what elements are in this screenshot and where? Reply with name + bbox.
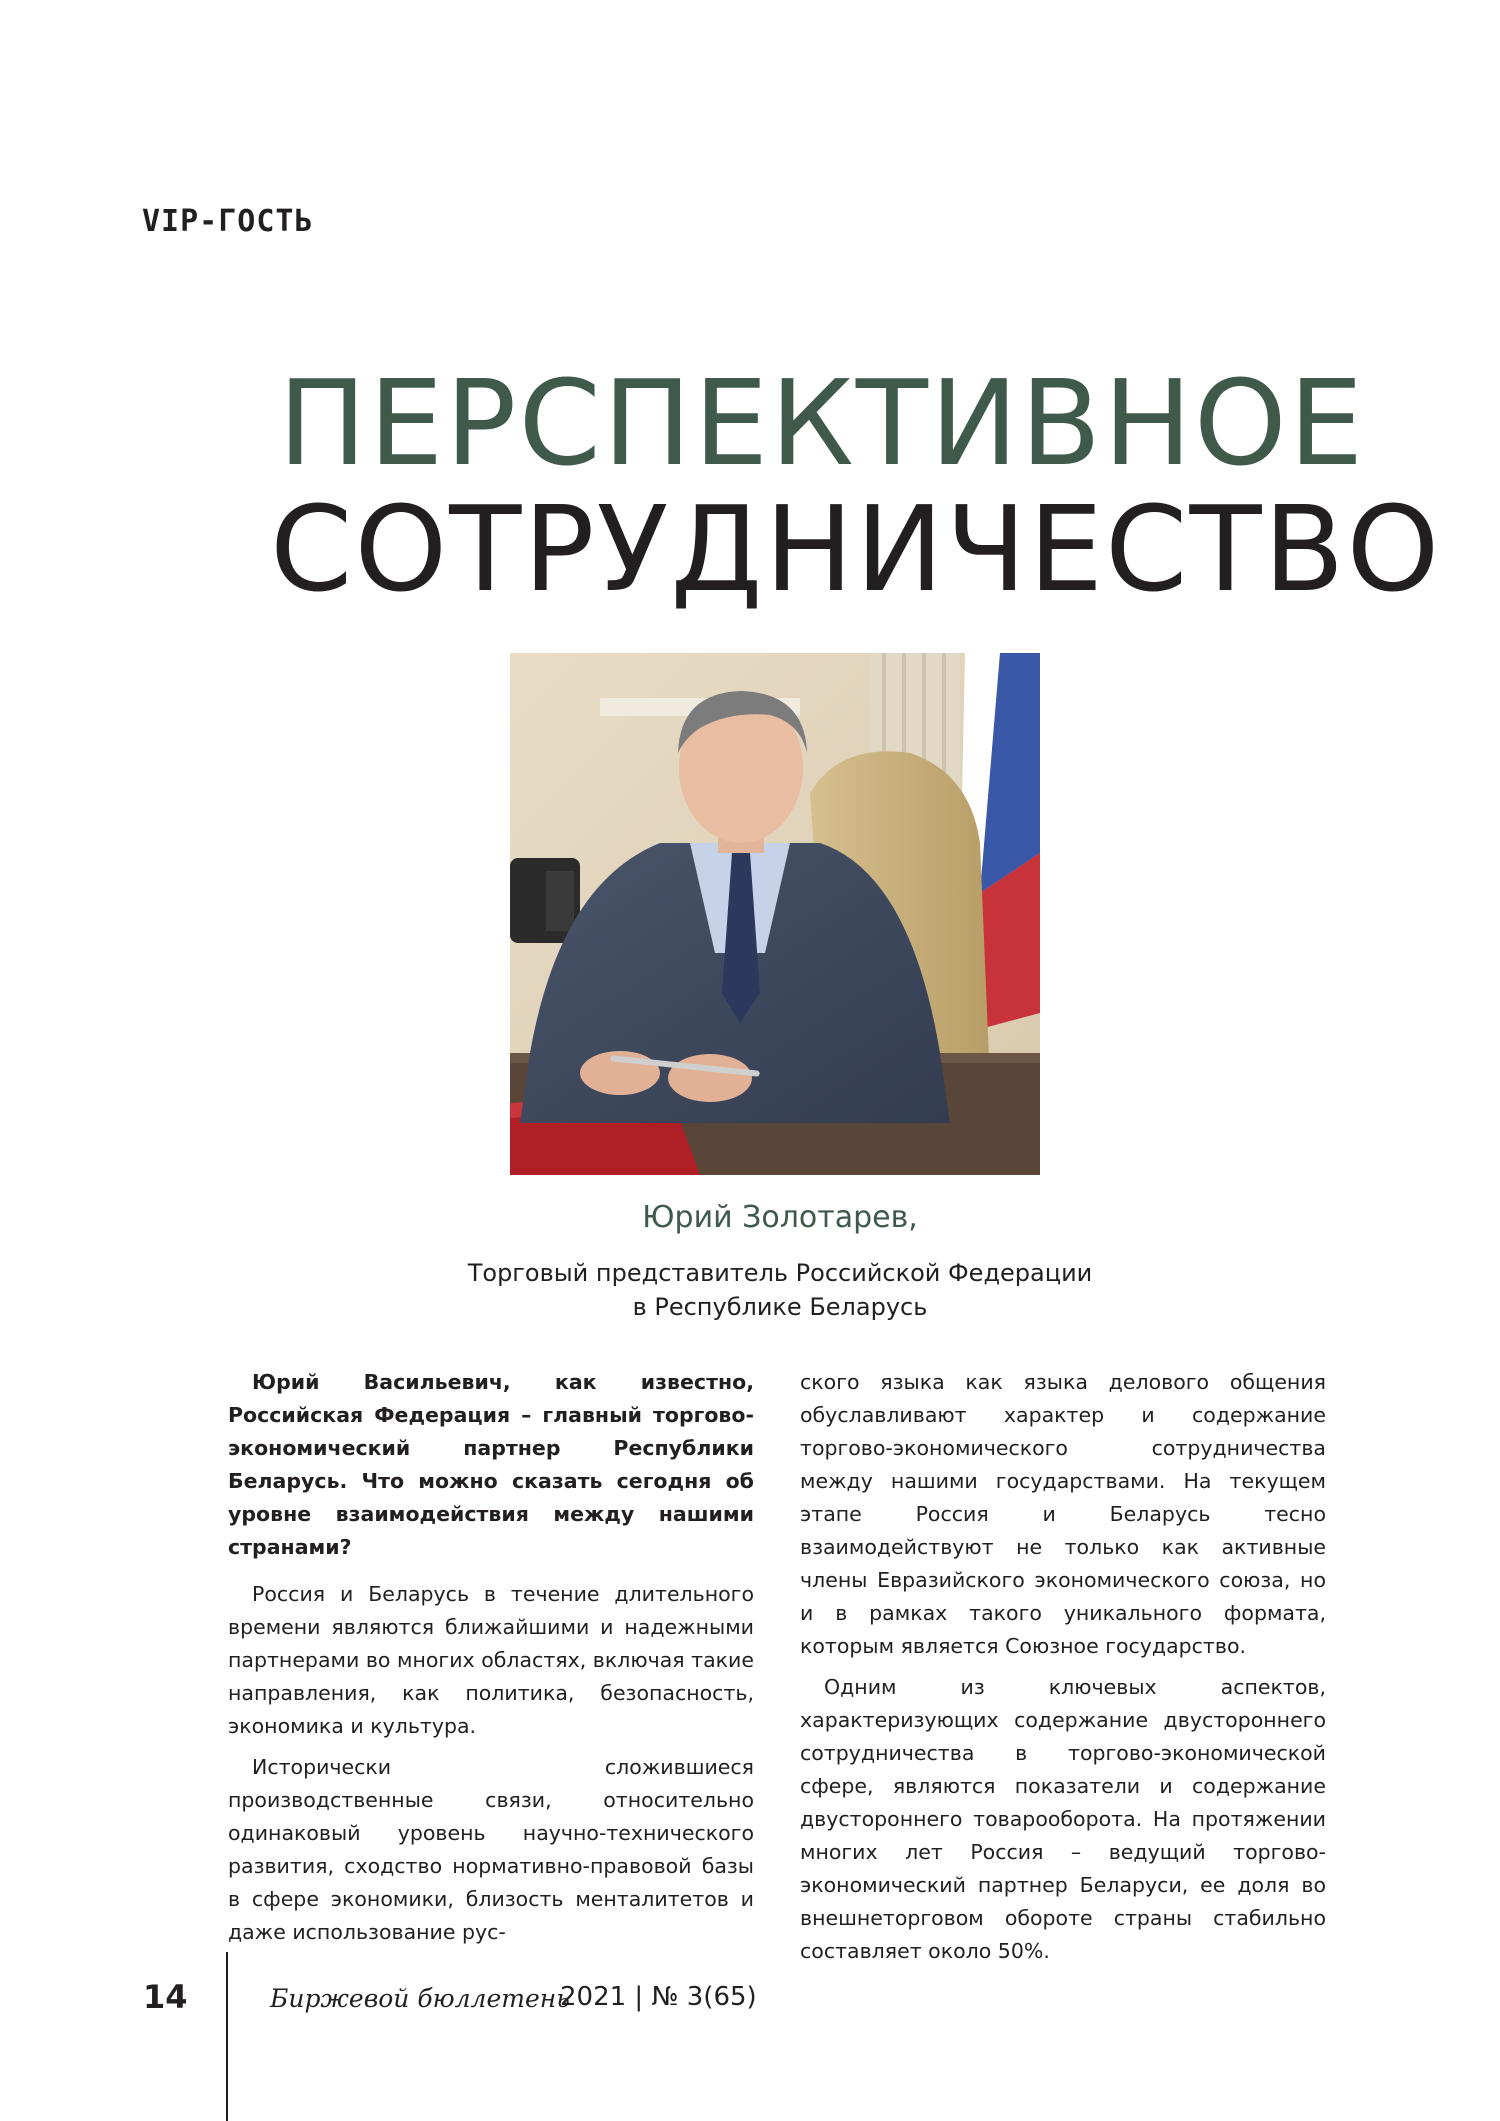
interview-question: Юрий Васильевич, как известно, Российская Федерация – главный торгово-экономический партнер Республики Беларусь. Что можно сказать сегодня об уровне взаимодействия между нашими странами? [228, 1370, 754, 1559]
article-column-right [800, 1366, 1326, 1976]
person-role-line-1: Торговый представитель Российской Федерации [467, 1259, 1093, 1287]
paragraph: Россия и Беларусь в течение длительного времени являются ближайшими и надежными партнерами во многих областях, включая такие направления, как политика, безопасность, экономика и культура. [228, 1582, 754, 1738]
paragraph: Одним из ключевых аспектов, характеризующих содержание двустороннего сотрудничества в торгово-экономической сфере, являются показатели и содержание двустороннего товарооборота. На протяжении многих лет Россия – ведущий торгово-экономический партнер Беларуси, ее доля во внешнеторговом обороте страны стабильно составляет около 50%. [800, 1675, 1326, 1963]
person-role-line-2: в Республике Беларусь [632, 1293, 928, 1321]
section-label: VIP-ГОСТЬ [142, 204, 314, 239]
paragraph: ского языка как языка делового общения обуславливают характер и содержание торгово-экономического сотрудничества между нашими государствами. На текущем этапе Россия и Беларусь тесно взаимодействуют не только как активные члены Евразийского экономического союза, но и в рамках такого уникального формата, которым является Союзное государство. [800, 1370, 1326, 1658]
magazine-name: Биржевой бюллетень [270, 1984, 570, 2013]
footer-divider [226, 1952, 228, 2121]
paragraph: Исторически сложившиеся производственные связи, относительно одинаковый уровень научно-технического развития, сходство нормативно-правовой базы в сфере экономики, близость менталитетов и даже использование рус- [228, 1755, 754, 1944]
title-line-2: СОТРУДНИЧЕСТВО [270, 480, 1442, 618]
article-column-left [228, 1366, 754, 1957]
person-name: Юрий Золотарев, [642, 1200, 918, 1235]
title-line-1: ПЕРСПЕКТИВНОЕ [278, 354, 1366, 492]
issue-number: 2021 | № 3(65) [560, 1982, 757, 2012]
person-role [0, 1256, 1500, 1324]
portrait-photo [510, 653, 1040, 1175]
page-number: 14 [143, 1978, 188, 2016]
